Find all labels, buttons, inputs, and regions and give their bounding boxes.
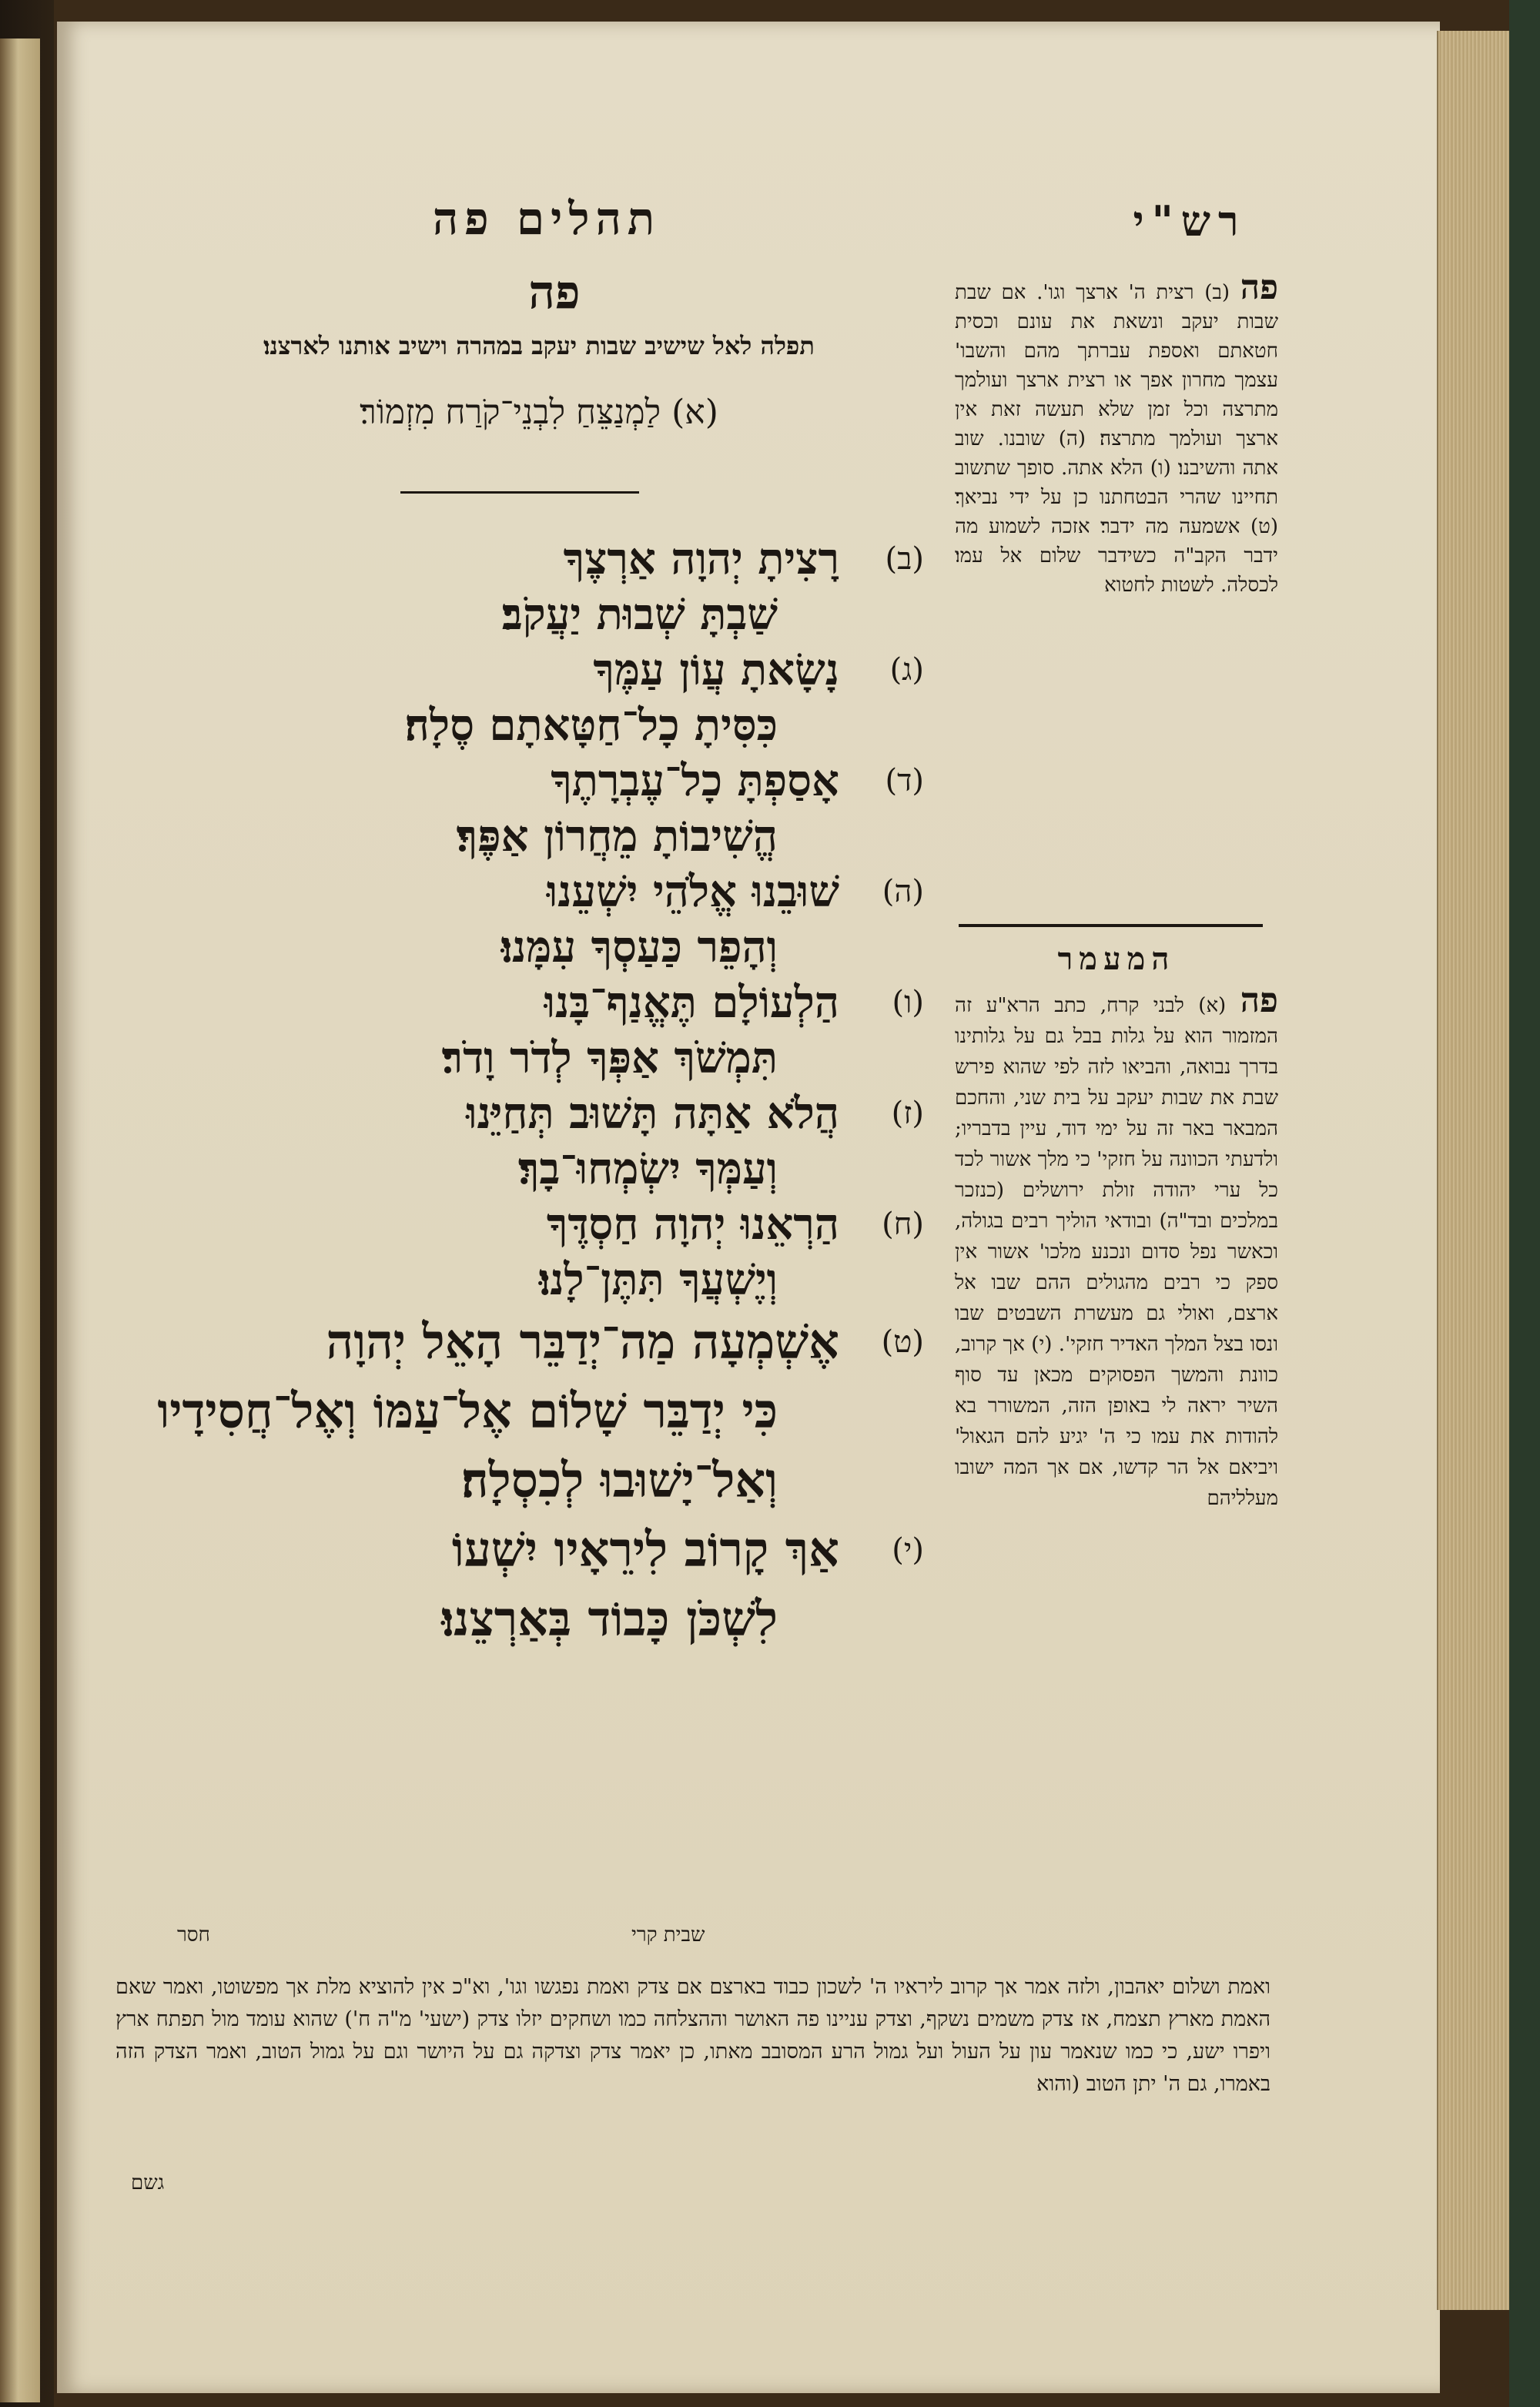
verse-line (116, 531, 924, 587)
verse-text: וְעַמְּךָ יִשְׂמְחוּ־בָךְ׃ (517, 1143, 778, 1194)
rashi-text: (ב) רצית ה' ארצך וגו'. אם שבת שבות יעקב ונשאת את עונם וכסית חטאתם ואספת עברתך מהם והשבו' עצמך מחרון אפך או רצית ארצך ועולמך מתרצה וכל זמן שלא תעשה זאת אין ארצך ועולמך מתרצה׃ (ה) שובנו. שוב אתה והשיבנו׃ (ו) הלא אתה. סופך שתשוב תחיינו שהרי הבטחתנו כן על ידי נביאך׃ (ט) אשמעה מה ידבר׃ אזכה לשמוע מה ידבר הקב"ה כשידבר שלום אל עמו׃ לכסלה. לשטות לחטוא (955, 281, 1278, 597)
verse-number: (ג) (889, 652, 924, 688)
verse-number: (ז) (891, 1096, 924, 1131)
footnote-mark-left: חסר (177, 1923, 210, 1947)
meamer-header-title: המעמר (1057, 941, 1176, 977)
verse-line (116, 1585, 924, 1654)
verse-line (116, 642, 924, 698)
verses-block (116, 531, 924, 1654)
commentary-divider (959, 924, 1263, 927)
right-book-cover (1509, 0, 1540, 2407)
verse-line (116, 864, 924, 919)
verse-line (116, 698, 924, 753)
verse-line (116, 1377, 924, 1446)
verse-line (116, 975, 924, 1030)
verse-text: רָצִיתָ יְהוָה אַרְצֶךָ (563, 534, 839, 584)
rashi-commentary (955, 268, 1279, 600)
left-page-edge (0, 38, 40, 2402)
verse-text: הַלְעוֹלָם תֶּאֱנַף־בָּנוּ (544, 977, 839, 1028)
verse-text: וְאַל־יָשׁוּבוּ לְכִסְלָה׃ (461, 1452, 778, 1508)
verse-number: (י) (892, 1532, 924, 1568)
verse-text: אָסַפְתָּ כָל־עֶבְרָתֶךָ (551, 755, 839, 806)
footnote-mark-center: שבית קרי (631, 1923, 705, 1947)
verse-text: הֱשִׁיבוֹתָ מֵחֲרוֹן אַפֶּךָ׃ (456, 811, 778, 862)
verse-text: נָשָׂאתָ עֲוֹן עַמֶּךָ (593, 644, 839, 695)
psalm-number: פה (528, 266, 581, 320)
verse-text: שׁוּבֵנוּ אֱלֹהֵי יִשְׁעֵנוּ (546, 866, 839, 917)
rashi-lead-word: פה (1240, 268, 1279, 307)
verse-text: שַׁבְתָּ שְׁבוּת יַעֲקֹב׃ (501, 589, 778, 640)
verse-text: וְהָפֵר כַּעַסְךָ עִמָּנוּ׃ (500, 922, 778, 973)
verse-number: (ד) (885, 763, 924, 798)
verse-line (116, 1515, 924, 1585)
page-stack-edge (1437, 31, 1512, 2310)
catchword: גשם (131, 2171, 165, 2194)
verse-line (116, 753, 924, 808)
meamer-commentary (955, 981, 1278, 1514)
superscription-verse-number: (א) (671, 393, 718, 432)
header-divider (400, 491, 639, 494)
verse-number: (ט) (881, 1324, 924, 1360)
verse-number: (ב) (885, 541, 924, 577)
verse-line (116, 1252, 924, 1307)
verse-line (116, 808, 924, 864)
verse-text: אֶשְׁמְעָה מַה־יְדַבֵּר הָאֵל יְהוָה (326, 1314, 839, 1370)
bottom-commentary: ואמת ושלום יאהבון, ולזה אמר אך קרוב ליראיו ה' לשכון כבוד בארצם אם צדק ואמת נפגשו וגו', וא"כ אין להוציא מלת אך מפשוטו, ואמר שאם האמת מארץ תצמח, אז צדק משמים נשקף, וצדק עניינו פה האושר וההצלחה כמו ושחקים יזלו צדק (ישעי' מ"ה ח') שהוא עומד מול תפתח ארץ ויפרו ישע, כי כמו שנאמר עון על העול ועל גמול הרע המסובב מאתו, כן יאמר צדק וצדקה גם על היושר וגם על גמול הטוב, ואמר הצדק הזה באמרו, גם ה' יתן הטוב (והוא (116, 1975, 1270, 2096)
verse-line (116, 1446, 924, 1515)
meamer-lead-word: פה (1240, 981, 1278, 1020)
verse-text: כִּי יְדַבֵּר שָׁלוֹם אֶל־עַמּוֹ וְאֶל־חֲסִידָיו (157, 1383, 778, 1439)
page-header-title: תהלים פה (432, 192, 661, 245)
verse-text: הֲלֹא אַתָּה תָּשׁוּב תְּחַיֵּנוּ (466, 1088, 839, 1139)
meamer-text: (א) לבני קרח, כתב הרא"ע זה המזמור הוא על גלות בבל גם על גלותינו בדרך נבואה, והביאו לזה לפי שהוא פירש שבת את שבות יעקב על בית שני, והחכם המבאר באר זה על ימי דוד, עיין בדבריו; ולדעתי הכוונה על חזקי' כי מלך אשור לכד כל ערי יהודה זולת ירושלים (כנזכר במלכים ובד"ה) ובודאי הוליך רבים בגולה, וכאשר נפל סדום ונכנע מלכו' אשור אין ספק כי רבים מהגולים ההם שבו אל ארצם, ואולי גם מעשרת השבטים שבו ונסו בצל המלך האדיר חזקי'. (י) אך קרוב, כוונת והמשך הפסוקים מכאן עד סוף השיר יראה לי באופן הזה, המשורר בא להודות את עמו כי ה' יגיע להם הגאול' ויביאם אל הר קדשו, אם אך המה ישובו מעלליהם (955, 994, 1278, 1510)
verse-text: הַרְאֵנוּ יְהוָה חַסְדֶּךָ (546, 1199, 839, 1250)
verse-text: וְיֶשְׁעֲךָ תִּתֶּן־לָנוּ׃ (538, 1254, 778, 1305)
verse-text: תִּמְשֹׁךְ אַפְּךָ לְדֹר וָדֹר׃ (441, 1033, 778, 1083)
verse-line (116, 1030, 924, 1086)
verse-text: לִשְׁכֹּן כָּבוֹד בְּאַרְצֵנוּ׃ (441, 1591, 778, 1647)
verse-number: (ו) (892, 985, 924, 1020)
verse-text: אַךְ קָרוֹב לִירֵאָיו יִשְׁעוֹ (451, 1522, 839, 1578)
verse-line (116, 1086, 924, 1141)
verse-line (116, 1307, 924, 1377)
psalm-superscription (154, 393, 924, 432)
superscription-text: לַמְנַצֵּחַ לִבְנֵי־קֹרַח מִזְמוֹר׃ (360, 393, 661, 432)
verse-text: כִּסִּיתָ כָל־חַטָּאתָם סֶלָה׃ (404, 700, 778, 751)
verse-line (116, 1141, 924, 1197)
verse-number: (ח) (882, 1207, 924, 1242)
psalm-summary: תפלה לאל שישיב שבות יעקב במהרה וישיב אותנו לארצנו׃ (263, 331, 815, 360)
verse-line (116, 1197, 924, 1252)
verse-line (116, 587, 924, 642)
commentary-header-title: רש"י (1133, 196, 1247, 246)
verse-line (116, 919, 924, 975)
verse-number: (ה) (882, 874, 924, 909)
